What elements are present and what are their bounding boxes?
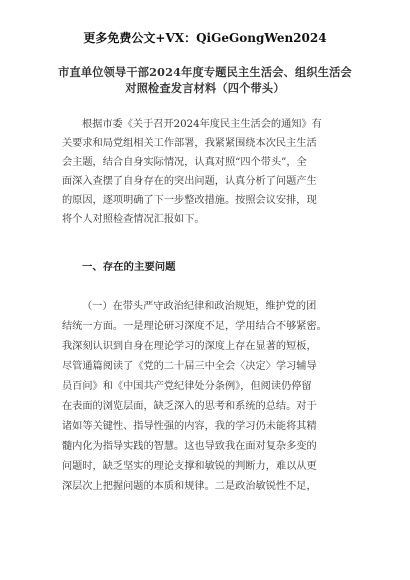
body-line: 在表面的浏览层面，缺乏深入的思考和系统的总结。对于 <box>62 401 317 412</box>
document-title-line-2: 对照检查发言材料（四个带头） <box>125 81 285 95</box>
body-line: 诸如等关键性、指导性强的内容，我的学习仍未能将其精 <box>62 421 317 432</box>
body-line: 结统一方面。一是理论研习深度不足，学用结合不够紧密。 <box>62 321 327 332</box>
body-line: （一）在带头严守政治纪律和政治规矩，维护党的团 <box>82 301 317 312</box>
body-line: 深层次上把握问题的本质和规律。二是政治敏锐性不足， <box>62 481 317 492</box>
body-line: 尽管通篇阅读了《党的二十届三中全会〈决定〉学习辅导 <box>62 361 317 372</box>
body-line: 员百问》和《中国共产党纪律处分条例》，但阅读仍停留 <box>62 381 312 392</box>
intro-line: 会主题，结合自身实际情况，认真对照“四个带头”，全 <box>62 157 307 168</box>
intro-line: 面深入查摆了自身存在的突出问题，认真分析了问题产生 <box>62 176 317 187</box>
promo-header: 更多免费公文+VX：QiGeGongWen2024 <box>83 31 327 45</box>
body-line: 髓内化为指导实践的智慧。这也导致我在面对复杂多变的 <box>62 441 317 452</box>
intro-line: 的原因，逐项明确了下一步整改措施。按照会议安排，现 <box>62 195 317 206</box>
document-title-line-1: 市直单位领导干部2024年度专题民主生活会、组织生活会 <box>58 65 352 79</box>
section-heading: 一、存在的主要问题 <box>82 261 176 273</box>
body-line: 我深刻认识到自身在理论学习的深度上存在显著的短板， <box>62 341 317 352</box>
intro-line: 根据市委《关于召开2024年度民主生活会的通知》有 <box>82 119 322 130</box>
intro-line: 将个人对照检查情况汇报如下。 <box>62 214 205 225</box>
body-line: 问题时，缺乏坚实的理论支撑和敏锐的判断力，难以从更 <box>62 461 317 472</box>
intro-line: 关要求和局党组相关工作部署，我紧紧围绕本次民主生活 <box>62 138 317 149</box>
